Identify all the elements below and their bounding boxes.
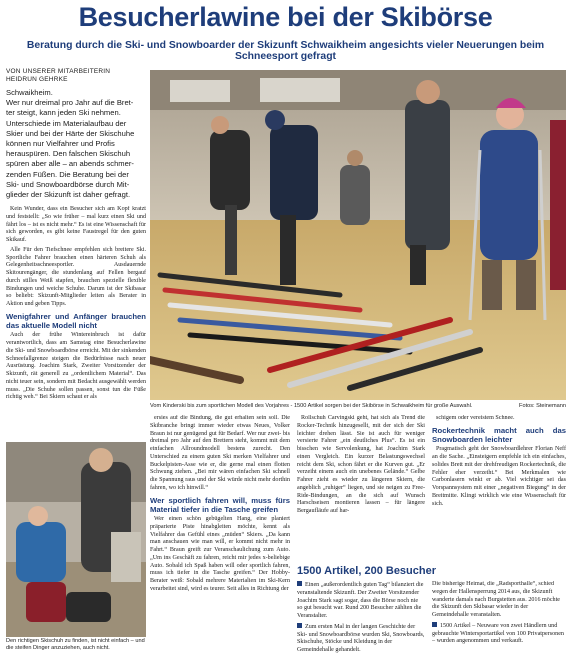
- section-subhead: Rockertechnik macht auch das Snowboarden leichter: [432, 425, 566, 445]
- lead-line: ter steigt, kann jeden Ski nehmen.: [6, 108, 121, 118]
- bullet-square-icon: [432, 622, 437, 627]
- ski-boot-photo: [6, 442, 146, 637]
- lead-line: zenden Füßen. Die Beratung bei der: [6, 169, 129, 179]
- lead-line: glieder der Skizunft ist daher gefragt.: [6, 190, 131, 200]
- small-photo: [6, 442, 146, 637]
- bullet-square-icon: [297, 623, 302, 628]
- fact-text: Die bisherige Heimat, die „Radsporthalle“, schied wegen der Hallensperrung 2014 aus, die Skizunft wanderte damals nach Burgstetten aus. 2016 möchte die Skizunft den Skibasar wieder in der Gemeindehalle veranstalten.: [432, 581, 560, 618]
- column-4: [432, 415, 566, 555]
- column-2: [150, 415, 290, 653]
- column-3: [297, 415, 425, 555]
- photo-credit: Fotos: Steinemann: [519, 403, 566, 409]
- body-paragraph: schigem oder vereistem Schnee.: [436, 415, 515, 421]
- byline: [6, 68, 146, 84]
- ski-bazaar-photo: [150, 70, 566, 400]
- lead-line: Unterschiede im Materialaufbau der: [6, 118, 127, 128]
- main-photo: [150, 70, 566, 400]
- body-paragraph: Wer einen schön gebügelten Hang, eine planiert präparierte Piste hinabgleiten möchte, kennt als Vielfahrer das Gefühl eines „müden“ Skiers. „Da kann man anschauen wie man will, er kommt nicht mehr in Fahrt.“ Braun greift zur Veranschaulichung zum Auto. „Um ins Geschäft zu fahren, reicht mir jedes x-beliebige Auto. Sobald ich Spaß haben will oder sportlich fahren, muss ich tiefer in die Tasche greifen.“ Der Hobby-Berater weiß: Sobald mehrere Materialien im Ski-Kern verarbeitet sind, wird es teurer. Seit alles in Richtung der: [150, 516, 290, 592]
- small-photo-caption: Den richtigen Skischuh zu finden, ist nicht einfach – und die steifen Dinger anzuziehen, auch nicht.: [6, 638, 145, 651]
- dateline: Schwaikheim.: [6, 88, 53, 97]
- body-paragraph: Auch der frühe Wintereinbruch ist dafür verantwortlich, dass am Samstag eine Besucherlawine die Ski- und Snowboardbörse erreicht. Mit der sinkenden Schneefallgrenze steigen die Bedürfnisse nach neuer Ausrüstung. Joachim Stark, Zweiter Vorsitzender der Skizunft, rät generell zu „ordentlichem Material“. Das nicht teuer sein, sondern mit Bedacht ausgewählt werden muss. „Die Schuhe sollen passen, sonst tun die Füße richtig weh.“ Bei Skiern schaut er als: [6, 332, 146, 401]
- fact-text: 1500 Artikel – Neuware von zwei Händlern und gebrauchte Wintersportartikel von 100 Privatpersonen – wurden angenommen und verkauft.: [432, 622, 564, 645]
- byline-role: VON UNSERER MITARBEITERIN: [6, 68, 111, 75]
- headline: Besucherlawine bei der Skibörse: [78, 2, 493, 32]
- info-box-heading: 1500 Artikel, 200 Besucher: [297, 565, 437, 577]
- column-1: [6, 206, 146, 438]
- section-subhead: Wenigfahrer und Anfänger brauchen das aktuelle Modell nicht: [6, 311, 146, 331]
- body-paragraph: ersies auf die Bindung, die gut erhalten sein soll. Die Skibranche bringt immer wieder etwas Neues, Volker Braun ist nur genügend gut für Bedarf. Wer nur zwei- bis dreimal pro Jahr auf den Brettern steht, kommt mit dem einfachen Allroundmodell bestens zurecht. Den Unterschied zu einem guten Ski merken Vielfahrer und Buckelpisten-Asse wie er, die gerne mal einen flotten Schwung ziehen. „Bei mir wären einfachen Ski schnell die Spannung raus und der Ski würde nicht mehr dorthin fahren, wo ich hinwill.“: [150, 415, 290, 491]
- lead-line: Wer nur dreimal pro Jahr auf die Bret-: [6, 98, 134, 108]
- subheadline: Beratung durch die Ski- und Snowboarder der Skizunft Schwaikheim angesichts vieler Neuerungen beim Schneesport gefragt: [26, 40, 545, 62]
- lead-line: Skier und bei der Härte der Skischuhe: [6, 128, 135, 138]
- body-paragraph: Alle Für den Tiefschnee empfehlen sich breitere Ski. Sportliche Fahrer brauchen einen härteren Schuh als Gelegenheitsschneesportler. Ausdauernde Skitourengänger, die stundenlang auf Fellen bergauf durch stilles Weiß stapfen, brauchen spezielle flexible Bindungen und weiche Schuhe. Darum ist der Skibasar so beliebt: Skizunft-Mitglieder leiten als Berater in Aktion und geben Tipps.: [6, 246, 146, 307]
- body-paragraph: Kein Wunder, dass ein Besucher sich am Kopf kratzt und feststellt: „So wie früher – mal kurz einen Ski und fährt los – ist es nicht mehr.“ Es ist eine Wissenschaft für sich geworden, es gibt keine Faustregel für den guten Skikauf.: [6, 206, 146, 243]
- bullet-square-icon: [297, 581, 302, 586]
- body-paragraph: Rollschuh Carvingski geht, hat sich als Trend die Rocker-Technik hinzugesellt, mit der sich der Ski leichter drehen lässt. Sie ist auch für weniger versierte Fahrer „ein deutliches Plus“. Es ist ein bisschen wie Servolenkung, hat Joachim Stark einen Vergleich. Ein kurzer Belastungswechsel reicht dem Ski, schon fährt er die Kurven gut. „Er verzeiht einem auch ein unebenes Gelände.“ Gelbe Fahrer zieht es wieder zu längeren Skiern, die angeblich „ruhiger“ liegen, und sie neigen zu Free-Ride-Bindungen, an die sich auf Wunsch Harschseisen montieren lassen – für längere Bergaufläufe auf har-: [297, 415, 425, 514]
- lead-line: können nur Vielfahrer und Profis: [6, 139, 115, 149]
- main-photo-caption: Vom Kinderski bis zum sportlichen Modell des Vorjahres - 1500 Artikel sorgen bei der Skibörse in Schwaikheim für große Auswahl.: [150, 403, 473, 409]
- lead-line: herauspüren. Den falschen Skischuh: [6, 149, 131, 159]
- byline-author: HEIDRUN GEHRKE: [6, 76, 68, 83]
- lead-line: spüren aber alle – an abends schmer-: [6, 159, 134, 169]
- lead-paragraph: [6, 88, 146, 200]
- body-paragraph: Pragmatisch geht der Snowboardlehrer Florian Neff an die Sache. „Einsteigern empfehle ich ein einfaches, solides Brett mit der drehfreudigen Rockertechnik, die Fehler eher verzeiht.“ Bei Merkmalen wie Carbonlasern winkt er ab. Viel wichtiger sei das Vorspannsystem mit einer „negativen Biegung“ in der Breitmitte. Klingt wirklich wie eine Wissenschaft für sich.: [432, 446, 566, 507]
- fact-text: Zum ersten Mal in der langen Geschichte der Ski- und Snowboardbörse wurden Ski, Snowboards, Skischuhe, Stöcke und Kleidung in der Gemeindehalle gehandelt.: [297, 623, 425, 653]
- section-subhead: Wer sportlich fahren will, muss fürs Material tiefer in die Tasche greifen: [150, 495, 290, 514]
- info-box-left: [297, 581, 425, 653]
- info-box-right: [432, 581, 566, 653]
- lead-line: Ski- und Snowboardbörse durch Mit-: [6, 179, 130, 189]
- fact-text: Einen „außerordentlich guten Tag“ bilanziert die veranstaltende Skizunft. Der Zweiter Vorsitzender Joachim Stark sagt sogar, dass die Börse noch nie so gut besucht war. Rund 200 Besucher zählten die Veranstalter.: [297, 582, 424, 619]
